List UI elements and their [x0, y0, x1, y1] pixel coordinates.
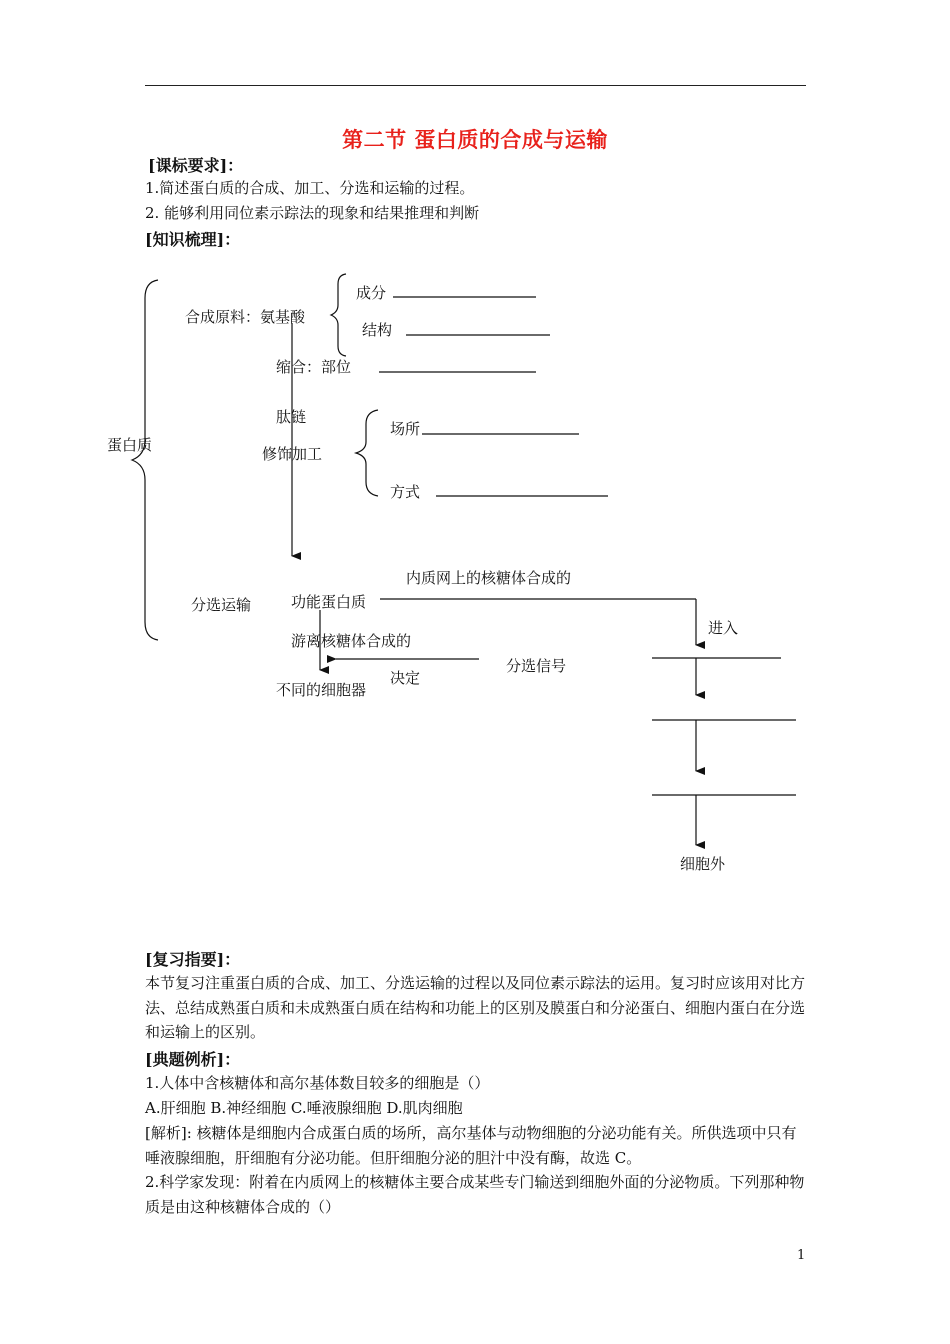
question-1-options: A.肝细胞 B.神经细胞 C.唾液腺细胞 D.肌肉细胞	[145, 1099, 463, 1117]
main-brace	[132, 280, 158, 640]
label-free-ribosome: 游离核糖体合成的	[291, 632, 412, 650]
knowledge-heading: [知识梳理]：	[145, 230, 241, 249]
label-method: 方式	[390, 483, 421, 501]
label-functional-protein: 功能蛋白质	[291, 593, 367, 611]
label-structure: 结构	[362, 321, 393, 339]
question-2: 2.科学家发现：附着在内质网上的核糖体主要合成某些专门输送到细胞外面的分泌物质。下列那种物质是由这种核糖体合成的（）	[145, 1173, 805, 1216]
page-number: 1	[797, 1248, 806, 1263]
examples-heading: [典题例析]：	[145, 1050, 241, 1069]
label-signal: 分选信号	[506, 657, 567, 675]
label-protein-root: 蛋白质	[107, 436, 153, 454]
analysis-text: [解析]: 核糖体是细胞内合成蛋白质的场所，高尔基体与动物细胞的分泌功能有关。所供选项中只有唾液腺细胞，肝细胞有分泌功能。但肝细胞分泌的胆汁中没有酶，故选 C。	[145, 1124, 797, 1167]
review-heading: [复习指要]：	[145, 950, 241, 969]
label-er-ribosome: 内质网上的核糖体合成的	[406, 569, 572, 587]
label-component: 成分	[356, 284, 387, 302]
label-outside-cell: 细胞外	[680, 855, 726, 873]
label-condense-site: 缩合：部位	[276, 358, 352, 376]
raw-material-brace	[331, 274, 346, 356]
label-enter: 进入	[708, 619, 739, 637]
page-title: 第二节 蛋白质的合成与运输	[342, 127, 608, 152]
label-organelles: 不同的细胞器	[276, 681, 367, 699]
question-1: 1.人体中含核糖体和高尔基体数目较多的细胞是（）	[145, 1074, 490, 1092]
standards-heading: [课标要求]：	[148, 156, 244, 175]
processing-brace	[356, 410, 378, 496]
label-peptide: 肽链	[276, 408, 307, 426]
label-place: 场所	[390, 420, 421, 438]
label-decide: 决定	[390, 669, 421, 687]
label-raw-material: 合成原料：氨基酸	[185, 308, 306, 326]
label-sorting: 分选运输	[191, 596, 252, 614]
standards-item-1: 1.简述蛋白质的合成、加工、分选和运输的过程。	[145, 179, 475, 197]
label-modify: 修饰加工	[262, 445, 323, 463]
review-text: 本节复习注重蛋白质的合成、加工、分选运输的过程以及同位素示踪法的运用。复习时应该用对比方法、总结成熟蛋白质和未成熟蛋白质在结构和功能上的区别及膜蛋白和分泌蛋白、细胞内蛋白在分选和运输上的区别。	[145, 974, 806, 1041]
standards-item-2: 2. 能够利用同位素示踪法的现象和结果推理和判断	[145, 204, 480, 222]
